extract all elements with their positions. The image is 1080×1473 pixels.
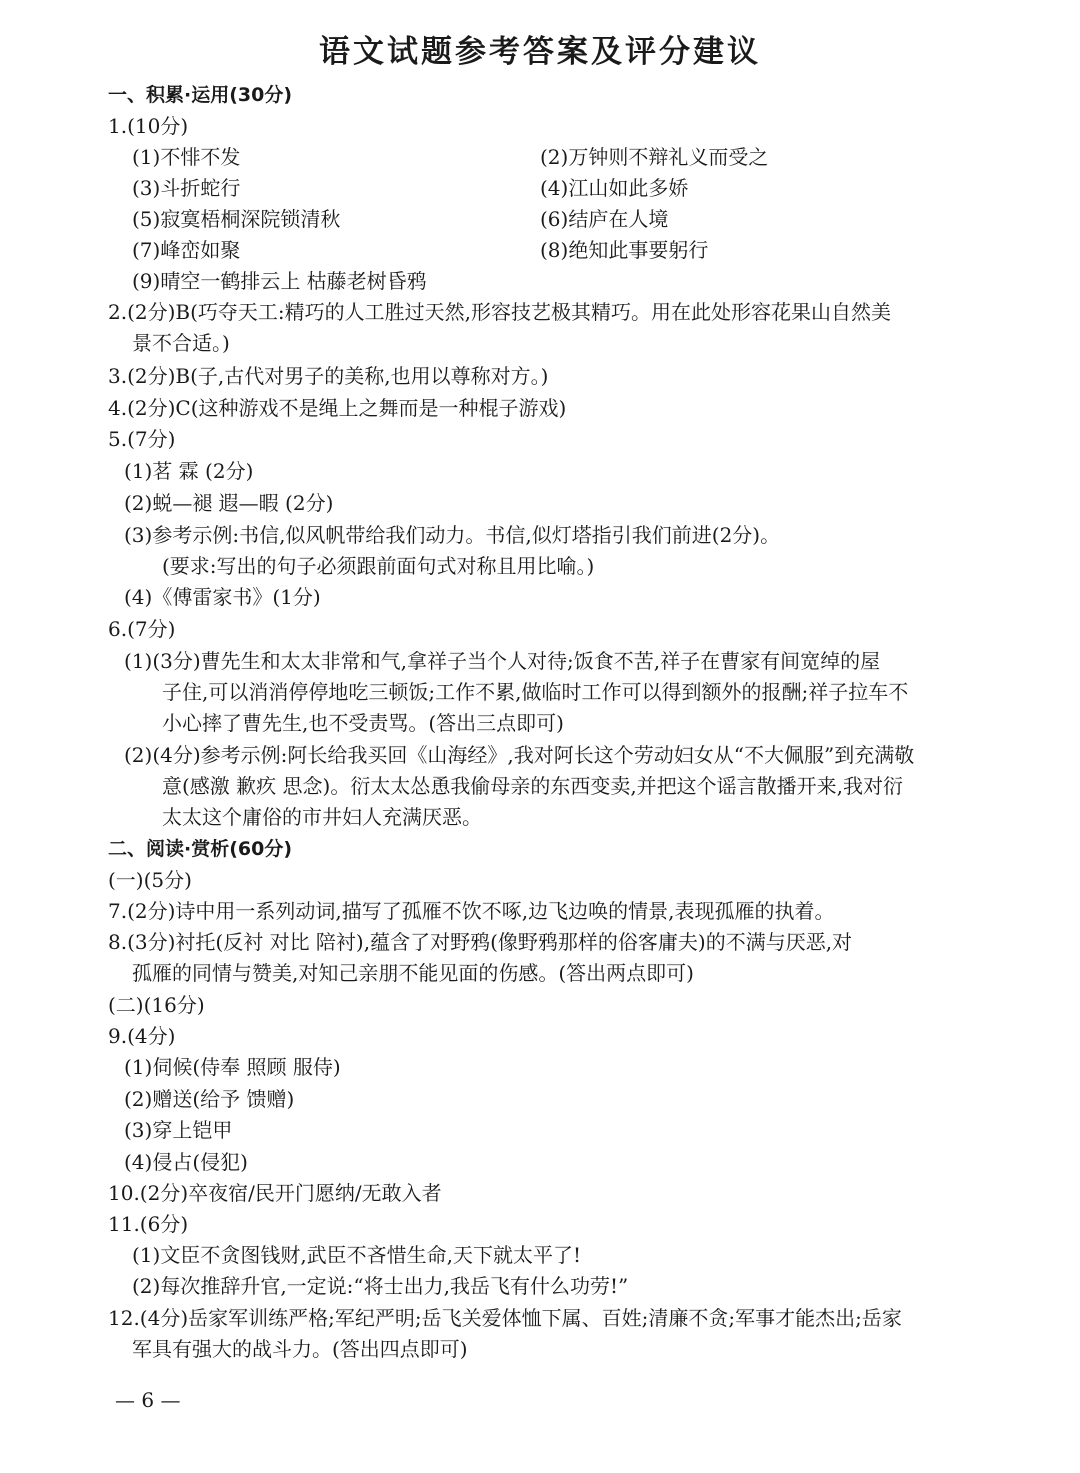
question-label: 9.(4分) <box>108 1024 176 1048</box>
answer-item: (9)晴空一鹤排云上 枯藤老树昏鸦 <box>132 269 427 293</box>
page-number: — 6 — <box>115 1388 181 1412</box>
answer-item: (2)赠送(给予 馈赠) <box>124 1087 295 1111</box>
answer-line: 景不合适。) <box>132 331 230 355</box>
answer-line: 12.(4分)岳家军训练严格;军纪严明;岳飞关爱体恤下属、百姓;清廉不贪;军事才能杰出;岳家 <box>108 1306 902 1330</box>
section-heading: 一、积累·运用(30分) <box>108 84 293 106</box>
answer-item: (5)寂寞梧桐深院锁清秋 <box>132 207 341 231</box>
answer-line: 2.(2分)B(巧夺天工:精巧的人工胜过天然,形容技艺极其精巧。用在此处形容花果山自然美 <box>108 300 892 324</box>
question-label: 5.(7分) <box>108 427 176 451</box>
answer-line: 10.(2分)卒夜宿/民开门愿纳/无敢入者 <box>108 1181 442 1205</box>
answer-item: (3)穿上铠甲 <box>124 1118 233 1142</box>
answer-item: (4)《傅雷家书》(1分) <box>124 585 321 609</box>
answer-line: 小心摔了曹先生,也不受责骂。(答出三点即可) <box>162 711 564 735</box>
part-label: (一)(5分) <box>108 868 192 892</box>
answer-note: (要求:写出的句子必须跟前面句式对称且用比喻。) <box>162 554 595 578</box>
answer-line: 太太这个庸俗的市井妇人充满厌恶。 <box>162 805 482 829</box>
answer-item: (4)江山如此多娇 <box>540 176 689 200</box>
answer-item: (2)蜕—褪 遐—暇 (2分) <box>124 491 334 515</box>
answer-item: (6)结庐在人境 <box>540 207 669 231</box>
answer-item: (7)峰峦如聚 <box>132 238 241 262</box>
answer-line: 8.(3分)衬托(反衬 对比 陪衬),蕴含了对野鸦(像野鸦那样的俗客庸夫)的不满与厌恶,对 <box>108 930 853 954</box>
answer-line: 子住,可以消消停停地吃三顿饭;工作不累,做临时工作可以得到额外的报酬;祥子拉车不 <box>162 680 909 704</box>
question-label: 6.(7分) <box>108 617 176 641</box>
section-heading: 二、阅读·赏析(60分) <box>108 838 293 860</box>
answer-line: 7.(2分)诗中用一系列动词,描写了孤雁不饮不啄,边飞边唤的情景,表现孤雁的执着。 <box>108 899 835 923</box>
answer-item: (2)万钟则不辩礼义而受之 <box>540 145 769 169</box>
answer-item: (3)参考示例:书信,似风帆带给我们动力。书信,似灯塔指引我们前进(2分)。 <box>124 523 781 547</box>
answer-line: 4.(2分)C(这种游戏不是绳上之舞而是一种棍子游戏) <box>108 396 567 420</box>
question-label: 11.(6分) <box>108 1212 189 1236</box>
answer-line: (1)(3分)曹先生和太太非常和气,拿祥子当个人对待;饭食不苦,祥子在曹家有间宽绰的屋 <box>124 649 881 673</box>
answer-item: (1)不悱不发 <box>132 145 241 169</box>
answer-line: 3.(2分)B(子,古代对男子的美称,也用以尊称对方。) <box>108 364 549 388</box>
answer-item: (1)伺候(侍奉 照顾 服侍) <box>124 1055 341 1079</box>
answer-item: (8)绝知此事要躬行 <box>540 238 709 262</box>
answer-line: 意(感激 歉疚 思念)。衍太太怂恿我偷母亲的东西变卖,并把这个谣言散播开来,我对衍 <box>162 774 904 798</box>
answer-line: (2)(4分)参考示例:阿长给我买回《山海经》,我对阿长这个劳动妇女从“不大佩服”到充满敬 <box>124 743 915 767</box>
answer-item: (1)文臣不贪图钱财,武臣不吝惜生命,天下就太平了! <box>132 1243 582 1267</box>
part-label: (二)(16分) <box>108 993 205 1017</box>
question-label: 1.(10分) <box>108 114 189 138</box>
answer-item: (1)茗 霖 (2分) <box>124 459 254 483</box>
answer-item: (4)侵占(侵犯) <box>124 1150 248 1174</box>
page-title: 语文试题参考答案及评分建议 <box>319 34 761 70</box>
answer-line: 军具有强大的战斗力。(答出四点即可) <box>132 1337 468 1361</box>
answer-item: (3)斗折蛇行 <box>132 176 241 200</box>
answer-line: 孤雁的同情与赞美,对知己亲朋不能见面的伤感。(答出两点即可) <box>132 961 694 985</box>
answer-item: (2)每次推辞升官,一定说:“将士出力,我岳飞有什么功劳!” <box>132 1274 629 1298</box>
